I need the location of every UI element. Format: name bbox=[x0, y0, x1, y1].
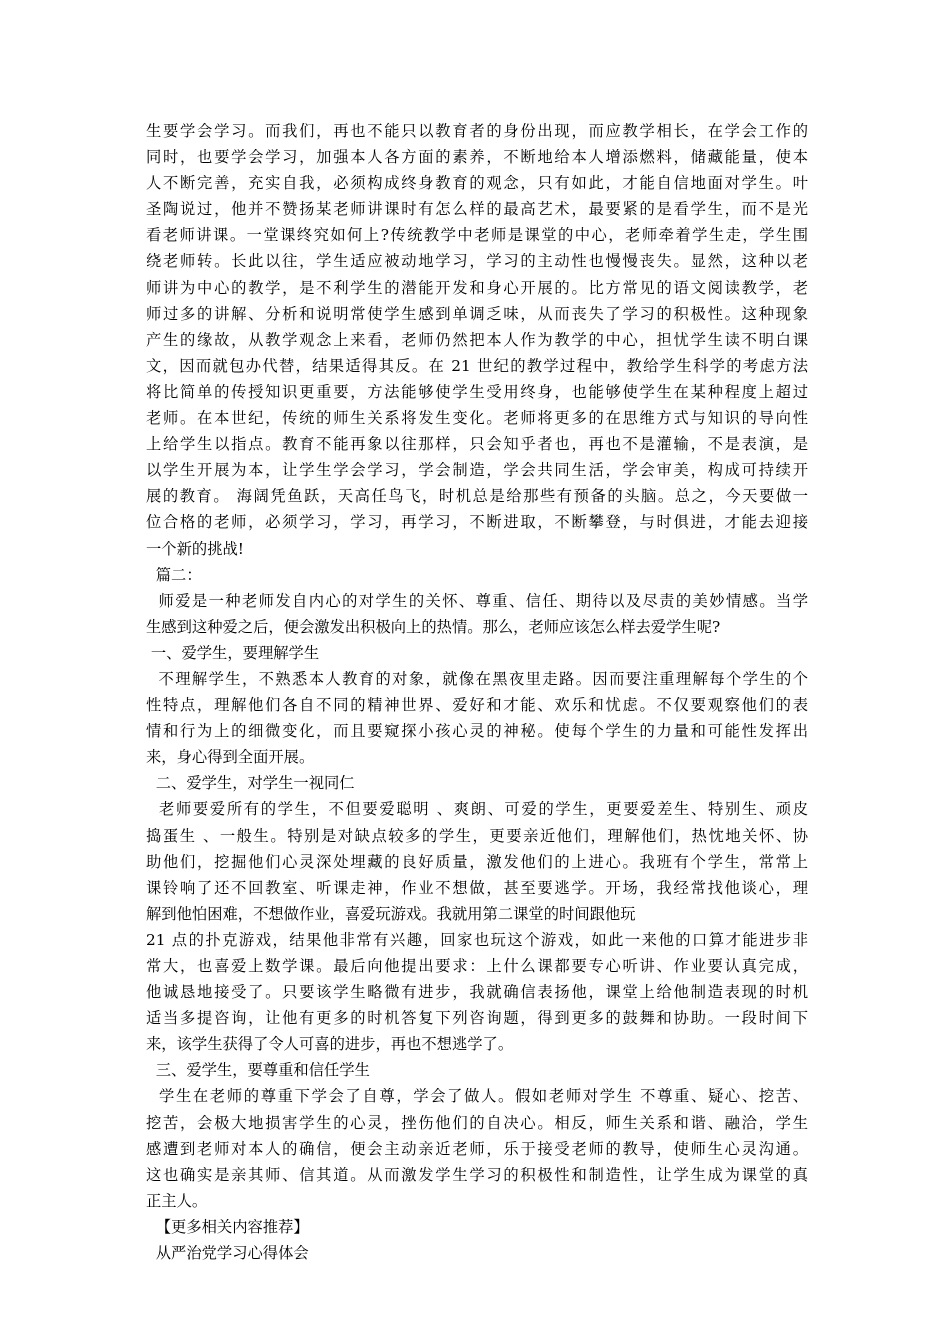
text-line: 上给学生以指点。教育不能再象以往那样，只会知乎者也，再也不是灌输，不是表演，是 bbox=[146, 435, 808, 454]
text-line: 以学生开展为本，让学生学会学习，学会制造，学会共同生活，学会审美，构成可持续开 bbox=[146, 461, 808, 480]
text-line: 师爱是一种老师发自内心的对学生的关怀、尊重、信任、期待以及尽责的美妙情感。当学 bbox=[146, 591, 808, 610]
text-line: 学生在老师的尊重下学会了自尊，学会了做人。假如老师对学生 不尊重、疑心、挖苦、 bbox=[146, 1087, 808, 1106]
text-line: 课铃响了还不回教室、听课走神，作业不想做，甚至要逃学。开场，我经常找他谈心，理 bbox=[146, 878, 808, 897]
text-line: 来，该学生获得了令人可喜的进步，再也不想逃学了。 bbox=[146, 1035, 514, 1054]
document-body bbox=[146, 118, 808, 1266]
text-line: 文，因而就包办代替，结果适得其反。在 21 世纪的教学过程中，教给学生科学的考虑方法 bbox=[146, 356, 808, 375]
text-line: 师过多的讲解、分析和说明常使学生感到单调乏味，从而丧失了学习的积极性。这种现象 bbox=[146, 304, 808, 323]
text-line: 看老师讲课。一堂课终究如何上?传统教学中老师是课堂的中心，老师牵着学生走，学生围 bbox=[146, 226, 808, 245]
text-line: 圣陶说过，他并不赞扬某老师讲课时有怎么样的最高艺术，最要紧的是看学生，而不是光 bbox=[146, 200, 808, 219]
text-line: 位合格的老师，必须学习，学习，再学习，不断进取，不断攀登，与时俱进，才能去迎接 bbox=[146, 513, 808, 532]
text-line: 他诚恳地接受了。只要该学生略微有进步，我就确信表扬他，课堂上给他制造表现的时机 bbox=[146, 983, 808, 1002]
text-line: 同时，也要学会学习，加强本人各方面的素养，不断地给本人增添燃料，储藏能量，使本 bbox=[146, 148, 808, 167]
text-line: 这也确实是亲其师、信其道。从而激发学生学习的积极性和制造性，让学生成为课堂的真 bbox=[146, 1165, 808, 1184]
text-line: 感遭到老师对本人的确信，便会主动亲近老师，乐于接受老师的教导，使师生心灵沟通。 bbox=[146, 1139, 808, 1158]
text-line: 助他们，挖掘他们心灵深处埋藏的良好质量，激发他们的上进心。我班有个学生，常常上 bbox=[146, 852, 808, 871]
text-line: 解到他怕困难，不想做作业，喜爱玩游戏。我就用第二课堂的时间跟他玩 bbox=[146, 904, 636, 923]
text-line: 常大，也喜爱上数学课。最后向他提出要求：上什么课都要专心听讲、作业要认真完成， bbox=[146, 957, 808, 975]
text-line: 产生的缘故，从教学观念上来看，老师仍然把本人作为教学的中心，担忧学生读不明白课 bbox=[146, 330, 808, 349]
text-line: 挖苦，会极大地损害学生的心灵，挫伤他们的自决心。相反，师生关系和谐、融洽，学生 bbox=[146, 1113, 808, 1132]
text-line: 人不断完善，充实自我，必须构成终身教育的观念，只有如此，才能自信地面对学生。叶 bbox=[146, 174, 808, 193]
text-line: 生要学会学习。而我们，再也不能只以教育者的身份出现，而应教学相长，在学会工作的 bbox=[146, 122, 808, 140]
text-line: 老师要爱所有的学生，不但要爱聪明 、爽朗、可爱的学生，更要爱差生、特别生、顽皮 bbox=[146, 800, 808, 819]
text-line: 篇二： bbox=[146, 565, 202, 584]
text-line: 来，身心得到全面开展。 bbox=[146, 748, 315, 767]
text-line: 性特点，理解他们各自不同的精神世界、爱好和才能、欢乐和忧虑。不仅要观察他们的表 bbox=[146, 696, 808, 715]
text-line: 一个新的挑战! bbox=[146, 539, 244, 558]
text-line: 老师。在本世纪，传统的师生关系将发生变化。老师将更多的在思维方式与知识的导向性 bbox=[146, 409, 808, 428]
text-line: 捣蛋生 、一般生。特别是对缺点较多的学生，更要亲近他们，理解他们，热忱地关怀、协 bbox=[146, 826, 808, 845]
text-line: 【更多相关内容推荐】 bbox=[146, 1217, 309, 1236]
text-line: 情和行为上的细微变化，而且要窥探小孩心灵的神秘。使每个学生的力量和可能性发挥出 bbox=[146, 722, 808, 741]
text-line: 展的教育。 海阔凭鱼跃，天高任鸟飞，时机总是给那些有预备的头脑。总之，今天要做一 bbox=[146, 487, 808, 506]
text-line: 生感到这种爱之后，便会激发出积极向上的热情。那么，老师应该怎么样去爱学生呢? bbox=[146, 617, 721, 636]
text-line: 绕老师转。长此以往，学生适应被动地学习，学习的主动性也慢慢丧失。显然，这种以老 bbox=[146, 252, 808, 271]
text-line: 师讲为中心的教学，是不利学生的潜能开发和身心开展的。比方常见的语文阅读教学，老 bbox=[146, 278, 808, 297]
text-line: 不理解学生，不熟悉本人教育的对象，就像在黑夜里走路。因而要注重理解每个学生的个 bbox=[146, 669, 808, 688]
text-line: 二、爱学生，对学生一视同仁 bbox=[146, 774, 355, 793]
text-line: 三、爱学生，要尊重和信任学生 bbox=[146, 1061, 370, 1080]
text-line: 将比简单的传授知识更重要，方法能够使学生受用终身，也能够使学生在某种程度上超过 bbox=[146, 382, 808, 401]
text-line: 21 点的扑克游戏，结果他非常有兴趣，回家也玩这个游戏，如此一来他的口算才能进步非 bbox=[146, 930, 808, 949]
text-line: 适当多提咨询，让他有更多的时机答复下列咨询题，得到更多的鼓舞和协助。一段时间下 bbox=[146, 1009, 808, 1028]
text-line: 从严治党学习心得体会 bbox=[146, 1244, 309, 1263]
text-line: 一、爱学生，要理解学生 bbox=[146, 643, 320, 662]
text-line: 正主人。 bbox=[146, 1191, 208, 1210]
